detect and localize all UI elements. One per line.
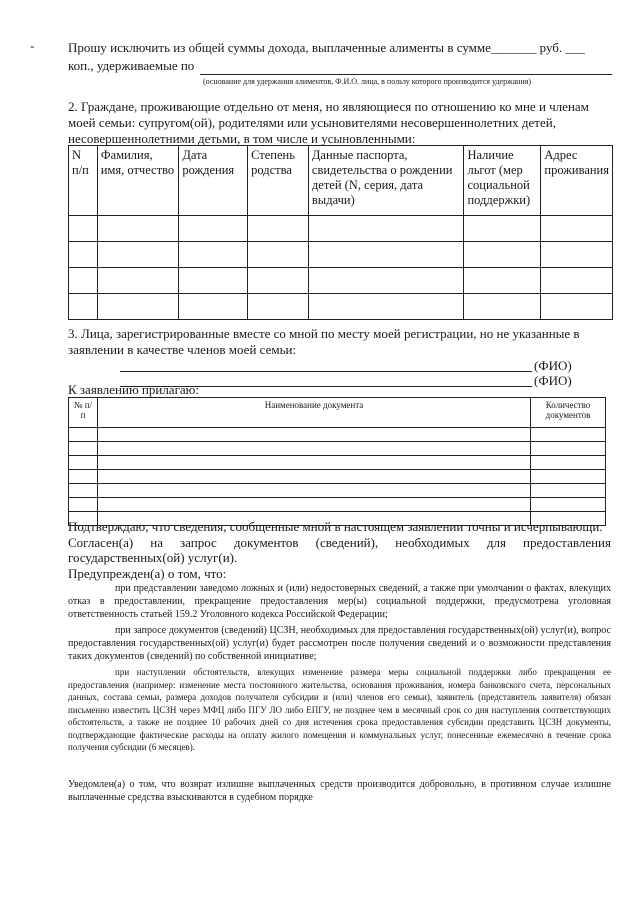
agree-line-1: Согласен(а) на запрос документов (сведений), необходимых для предоставления bbox=[68, 535, 611, 550]
col-relation-header: Степень родства bbox=[248, 146, 309, 216]
alimony-line-1: Прошу исключить из общей суммы дохода, выплаченные алименты в сумме_______ руб. ___ bbox=[68, 40, 585, 55]
warning-paragraph-3: при наступлении обстоятельств, влекущих изменение размера меры социальной поддержки либо прекращения ее предоставления (например: изменение места постоянного жительства, основания проживания, номера банковского счета, персональных данных, состава семьи, размера доходов получателя субсидии и (или) членов его семьи), заявитель (представитель заявителя) обязан письменно известить ЦСЗН через МФЦ либо ПГУ ЛО либо ЕПГУ, не позднее чем в месячный срок со дня наступления соответствующих обстоятельств, а также не позднее 10 рабочих дней со дня истечения срока предоставления субсидии представить ЦСЗН документы, подтверждающие фактические расходы на оплату жилого помещения и коммунальных услуг, понесенные ежемесячно в течение срока получения субсидии (6 месяцев). bbox=[68, 667, 611, 752]
attachments-header-row bbox=[69, 398, 606, 428]
relatives-row[interactable] bbox=[69, 294, 613, 320]
fio-field-1[interactable] bbox=[120, 371, 532, 372]
warned-label: Предупрежден(а) о том, что: bbox=[68, 566, 227, 581]
attachments-title: К заявлению прилагаю: bbox=[68, 382, 200, 397]
col-num-header: N п/п bbox=[69, 146, 98, 216]
attachments-row[interactable] bbox=[69, 442, 606, 456]
col-benefits-header: Наличие льгот (мер социальной поддержки) bbox=[464, 146, 541, 216]
confirm-line: Подтверждаю, что сведения, сообщенные мной в настоящем заявлении точны и исчерпывающи. bbox=[68, 519, 603, 534]
notified-paragraph: Уведомлен(а) о том, что возврат излишне выплаченных средств производится добровольно, в противном случае излишне выплаченные средства взыскиваются в судебном порядке bbox=[68, 779, 611, 803]
attachments-row[interactable] bbox=[69, 498, 606, 512]
margin-mark: - bbox=[30, 38, 35, 53]
col-fio-header: Фамилия, имя, отчество bbox=[97, 146, 179, 216]
attachments-table bbox=[68, 397, 606, 526]
section3-line-2: заявлении в качестве членов моей семьи: bbox=[68, 342, 297, 357]
col-address-header: Адрес проживания bbox=[541, 146, 613, 216]
fio-label-1: (ФИО) bbox=[534, 358, 572, 373]
col-docname-header: Наименование документа bbox=[98, 398, 531, 428]
section2-line-2: моей семьи: супругом(ой), родителями или усыновителями несовершеннолетних детей, bbox=[68, 115, 556, 130]
relatives-row[interactable] bbox=[69, 268, 613, 294]
agree-line-2: государственных(ой) услуг(и). bbox=[68, 550, 238, 565]
relatives-row[interactable] bbox=[69, 242, 613, 268]
relatives-header-row bbox=[69, 146, 613, 216]
warning-paragraph-2: при запросе документов (сведений) ЦСЗН, необходимых для предоставления государственных(ой) услуг(и), вопрос предоставления государственных(ой) услуг(и) будет рассмотрен после получения сведений и о возможности представления таких документов (сведений) по собственной инициативе; bbox=[68, 625, 611, 662]
attachments-row[interactable] bbox=[69, 428, 606, 442]
alimony-basis-note: (основание для удержания алиментов, Ф.И.О. лица, в пользу которого производится удержания) bbox=[203, 77, 532, 86]
attachments-row[interactable] bbox=[69, 484, 606, 498]
alimony-line-2-prefix: коп., удерживаемые по bbox=[68, 58, 195, 73]
alimony-basis-field[interactable] bbox=[200, 74, 612, 75]
warning-paragraph-1: при представлении заведомо ложных и (или) недостоверных сведений, а также при умолчании о фактах, влекущих отказ в предоставлении, прекращение предоставления мер(ы) социальной поддержки, предусмотрена уголовная ответственность статьей 159.2 Уголовного кодекса Российской Федерации; bbox=[68, 583, 611, 620]
section3-line-1: 3. Лица, зарегистрированные вместе со мной по месту моей регистрации, но не указанные в bbox=[68, 326, 580, 341]
col-num-header: № п/п bbox=[69, 398, 98, 428]
col-birthdate-header: Дата рождения bbox=[179, 146, 248, 216]
section2-line-1: 2. Граждане, проживающие отдельно от меня, но являющиеся по отношению ко мне и членам bbox=[68, 99, 589, 114]
relatives-row[interactable] bbox=[69, 216, 613, 242]
section2-line-3: несовершеннолетними детьми, в том числе и усыновленными: bbox=[68, 131, 416, 146]
attachments-row[interactable] bbox=[69, 456, 606, 470]
col-passport-header: Данные паспорта, свидетельства о рождении детей (N, серия, дата выдачи) bbox=[308, 146, 464, 216]
col-qty-header: Количество документов bbox=[531, 398, 606, 428]
attachments-row[interactable] bbox=[69, 470, 606, 484]
relatives-table bbox=[68, 145, 613, 320]
fio-label-2: (ФИО) bbox=[534, 373, 572, 388]
